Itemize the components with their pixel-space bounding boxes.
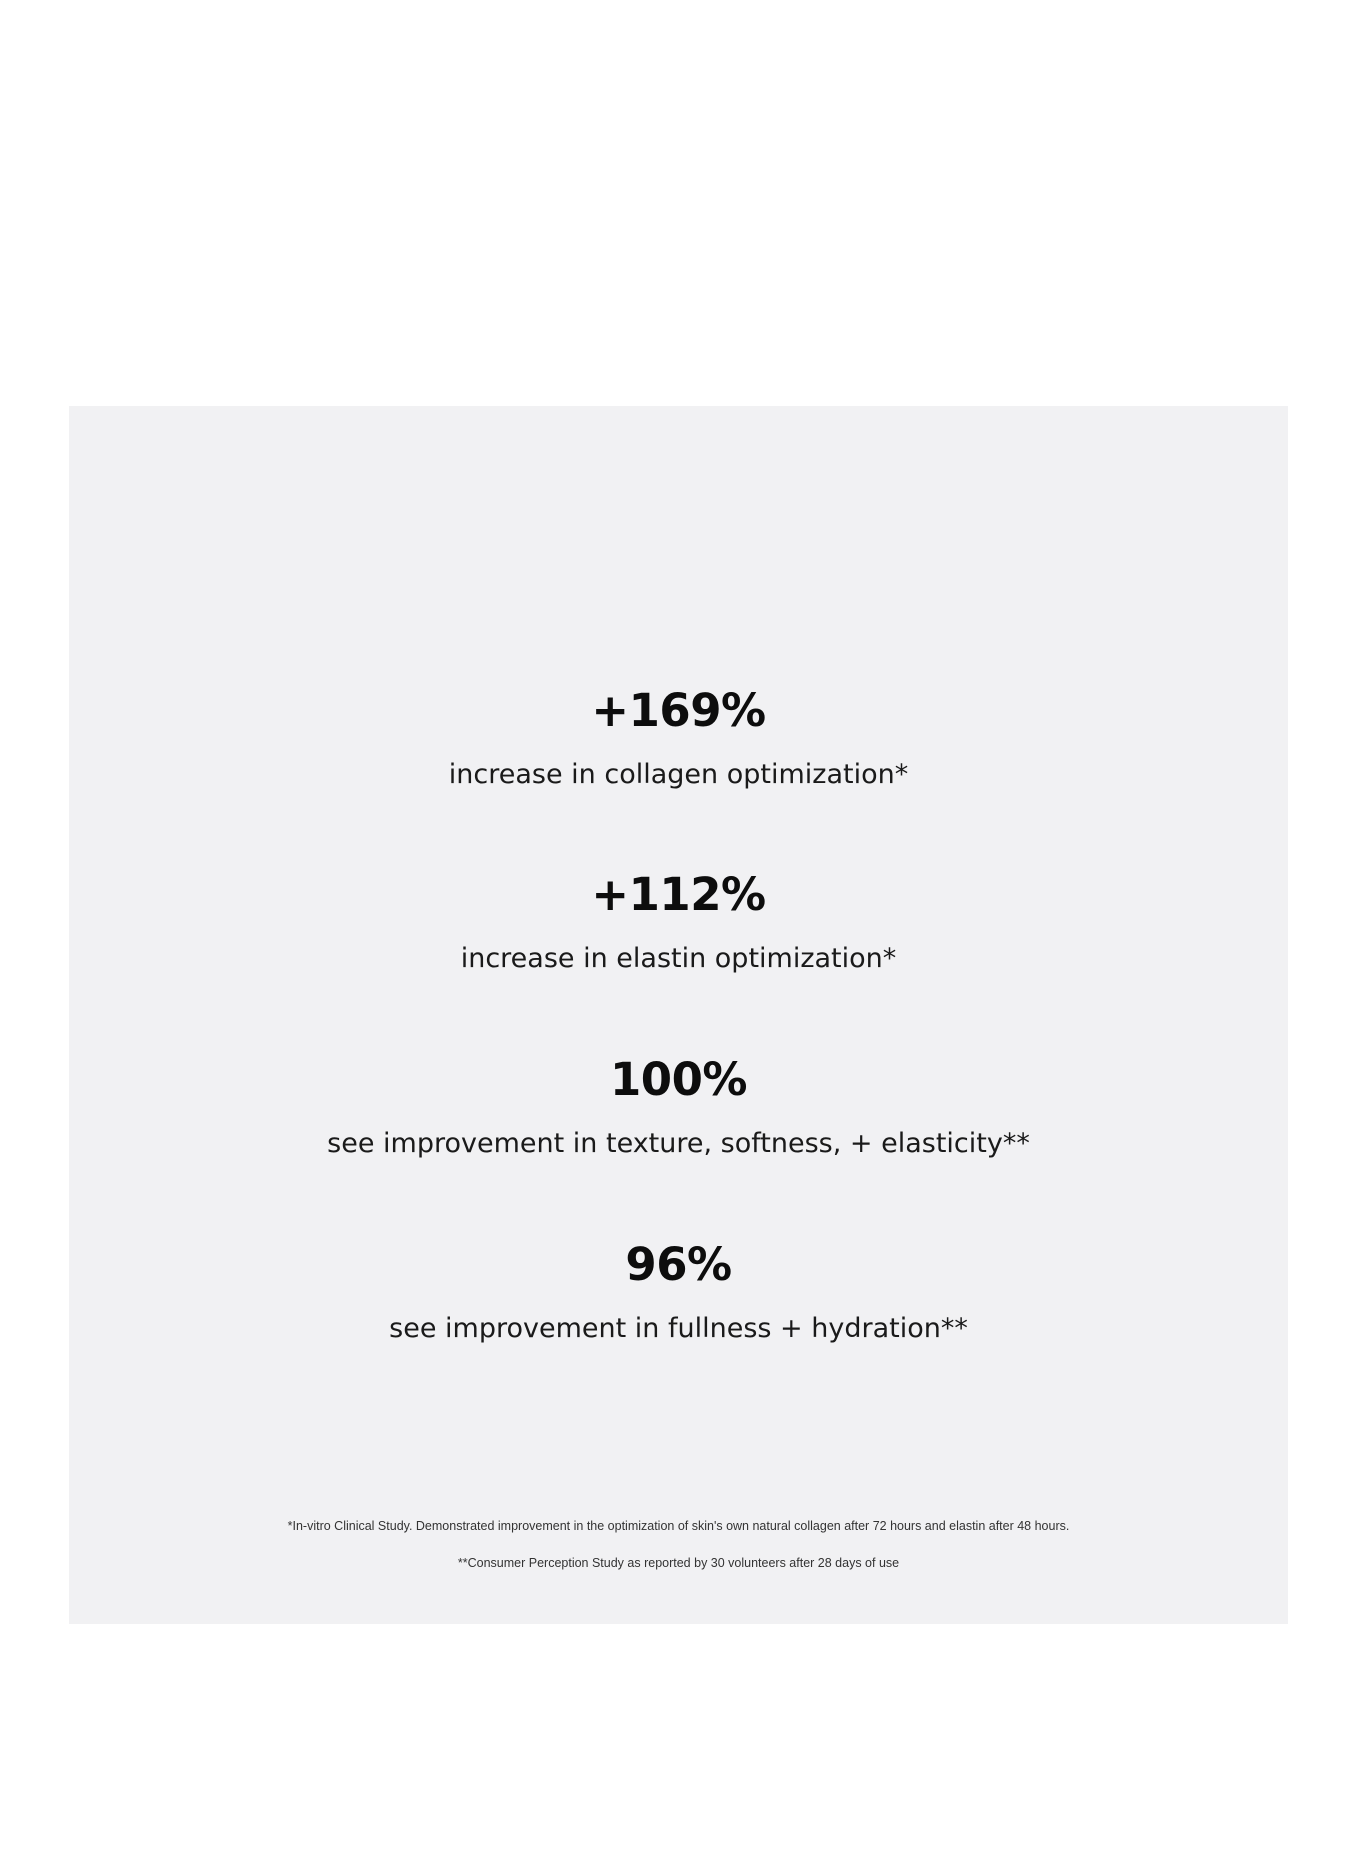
stat-description: see improvement in texture, softness, + elasticity** <box>327 1128 1030 1159</box>
stat-value: +112% <box>591 868 766 921</box>
stat-value: 96% <box>625 1238 732 1291</box>
stat-fullness <box>69 1238 1288 1344</box>
stat-description: increase in elastin optimization* <box>460 943 897 974</box>
stat-description: see improvement in fullness + hydration** <box>389 1313 968 1344</box>
stat-texture <box>69 1053 1288 1159</box>
stat-value: 100% <box>609 1053 748 1106</box>
results-panel <box>69 406 1288 1624</box>
footnote-consumer: **Consumer Perception Study as reported by 30 volunteers after 28 days of use <box>457 1556 900 1570</box>
stat-value: +169% <box>591 684 766 737</box>
footnote-clinical: *In-vitro Clinical Study. Demonstrated improvement in the optimization of skin's own natural collagen after 72 hours and elastin after 48 hours. <box>287 1519 1070 1533</box>
stat-collagen <box>69 684 1288 790</box>
stat-description: increase in collagen optimization* <box>448 759 909 790</box>
stat-elastin <box>69 868 1288 974</box>
